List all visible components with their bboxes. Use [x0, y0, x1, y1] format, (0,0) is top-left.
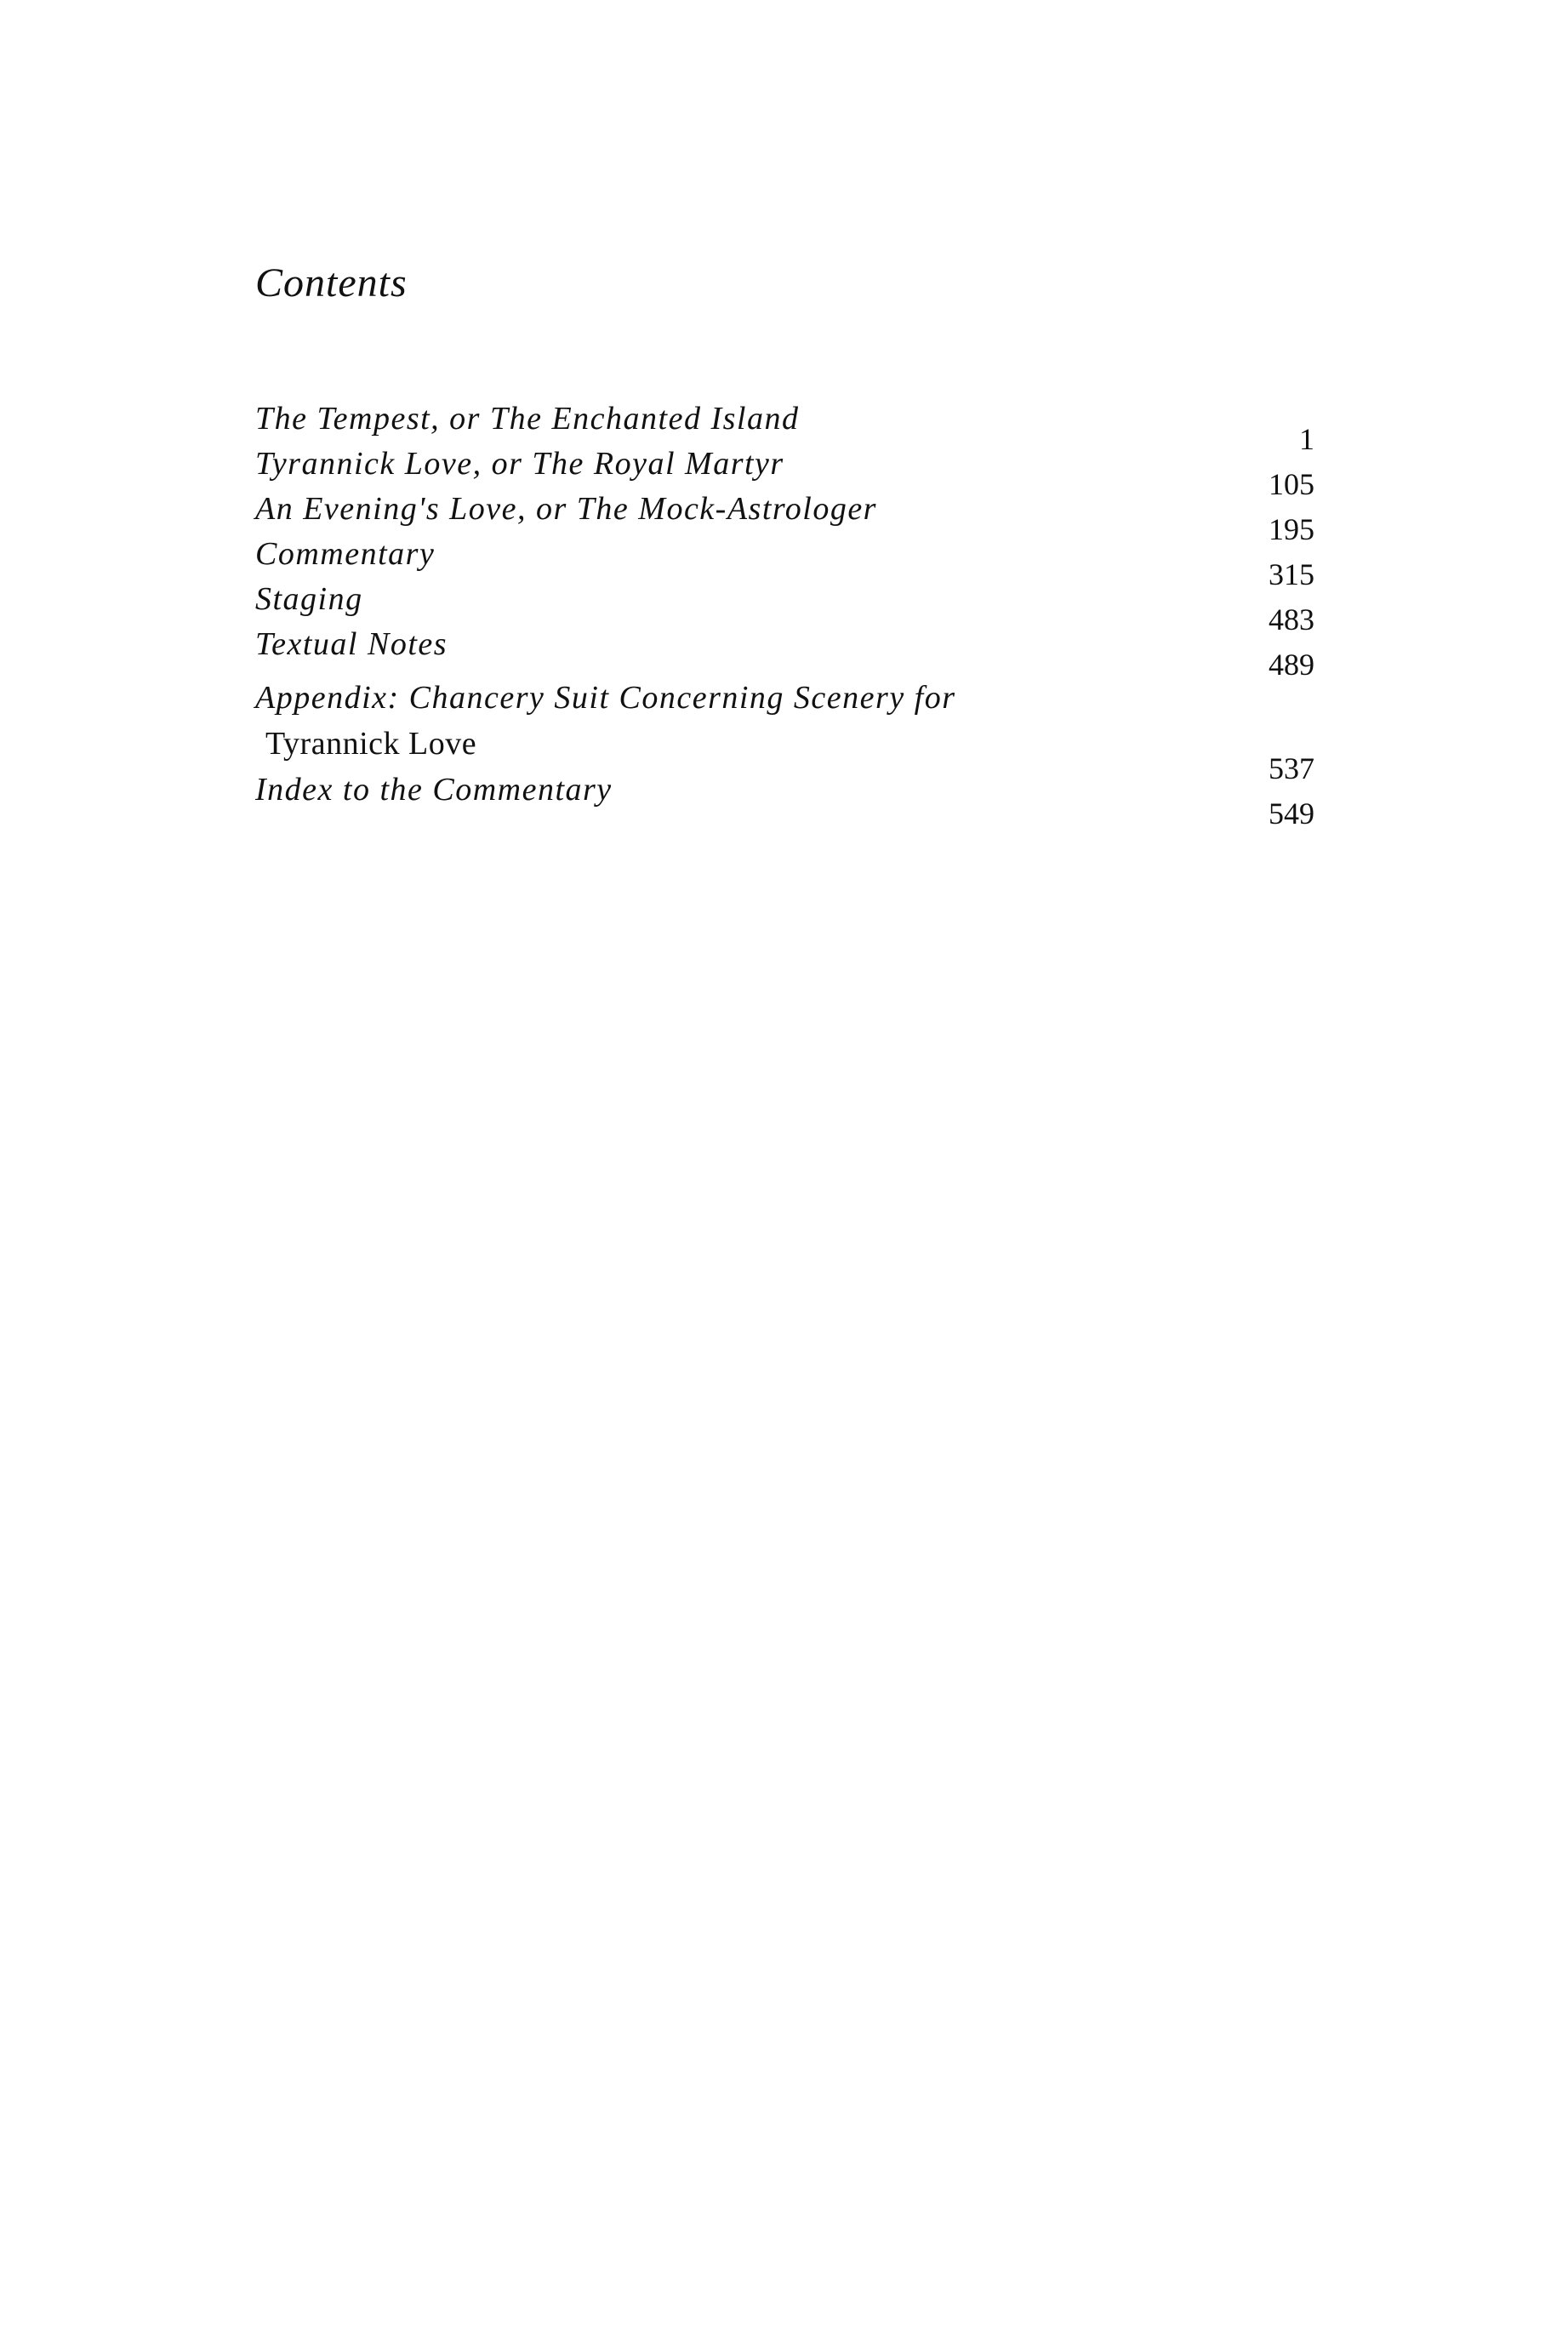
entry-title-evenings-love: An Evening's Love, or The Mock-Astrologer	[255, 491, 877, 527]
entry-page-tempest: 1	[1299, 422, 1314, 456]
entry-title-tempest: The Tempest, or The Enchanted Island	[255, 401, 800, 437]
entry-page-evenings-love: 195	[1269, 512, 1314, 546]
entry-page-index: 549	[1269, 796, 1314, 831]
entry-title-staging: Staging	[255, 581, 363, 617]
entry-title-textual-notes: Textual Notes	[255, 626, 448, 662]
entry-page-tyrannick-love: 105	[1269, 467, 1314, 501]
entry-title-index: Index to the Commentary	[255, 772, 613, 808]
entry-page-appendix: 537	[1269, 751, 1314, 785]
entry-title-commentary: Commentary	[255, 536, 436, 572]
entry-title-appendix-continued: Tyrannick Love	[265, 726, 477, 762]
entry-page-staging: 483	[1269, 602, 1314, 637]
page-title: Contents	[255, 260, 408, 305]
entry-page-textual-notes: 489	[1269, 648, 1314, 682]
entry-title-tyrannick-love: Tyrannick Love, or The Royal Martyr	[255, 446, 784, 482]
entry-page-commentary: 315	[1269, 557, 1314, 591]
entry-title-appendix: Appendix: Chancery Suit Concerning Scenery for	[255, 680, 956, 716]
